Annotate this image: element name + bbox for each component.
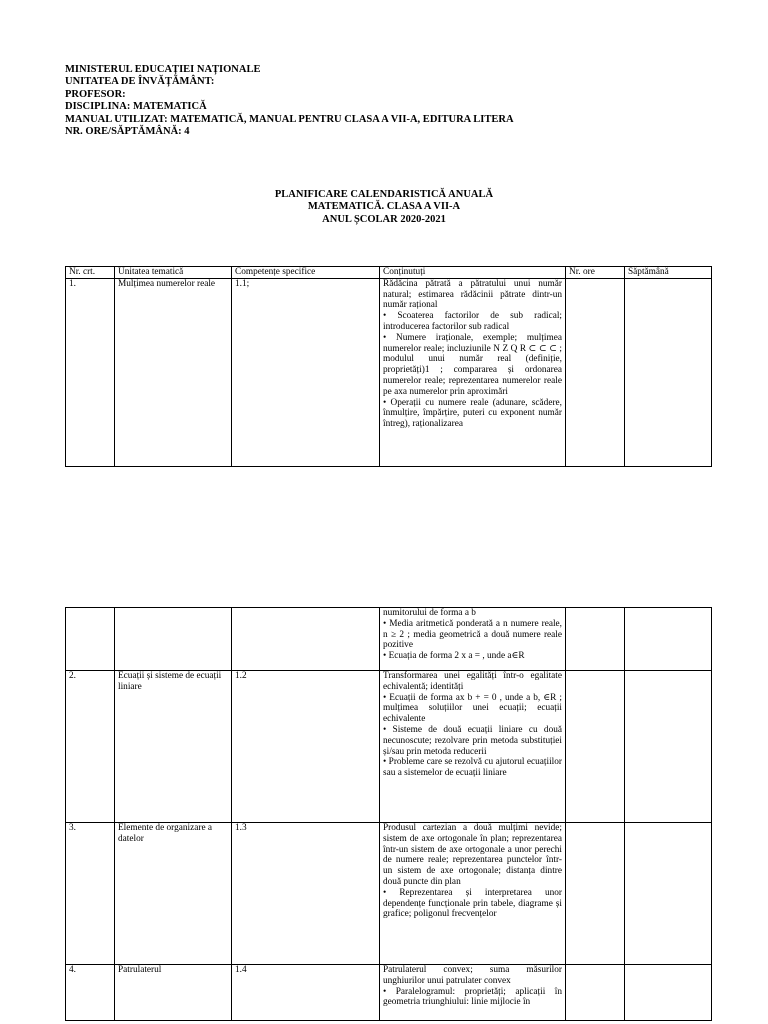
row-unit: Patrulaterul <box>115 965 232 1021</box>
row-contents <box>380 823 566 965</box>
header-competences: Competențe specifice <box>232 267 380 279</box>
content-line: • Paralelogramul: proprietăți; aplicații în geometria triunghiului: linie mijlocie în <box>383 986 562 1008</box>
row-week <box>625 608 712 671</box>
content-line: Rădăcina pătrată a pătratului unui număr natural; estimarea rădăcinii pătrate dintr-un număr rațional <box>383 278 562 311</box>
row-unit: Ecuații și sisteme de ecuații liniare <box>115 671 232 823</box>
row-unit <box>115 608 232 671</box>
row-hours <box>566 965 625 1021</box>
row-contents <box>380 278 566 466</box>
row-week <box>625 965 712 1021</box>
content-line: • Sisteme de două ecuații liniare cu două necunoscute; rezolvare prin metoda substituției și/sau prin metoda reducerii <box>383 724 562 757</box>
header-ministry: MINISTERUL EDUCAȚIEI NAȚIONALE <box>65 64 261 75</box>
content-line: • Ecuații de forma ax b + = 0 , unde a b, ∈R ; mulțimea soluțiilor unei ecuații; ecuații echivalente <box>383 692 562 725</box>
table-row <box>66 823 712 965</box>
row-hours <box>566 608 625 671</box>
row-week <box>625 278 712 466</box>
row-contents <box>380 671 566 823</box>
content-line: • Operații cu numere reale (adunare, scădere, înmulțire, împărțire, puteri cu exponent număr întreg), raționalizarea <box>383 397 562 430</box>
row-hours <box>566 823 625 965</box>
table-header-row <box>66 267 712 279</box>
row-competences: 1.4 <box>232 965 380 1021</box>
header-subject: DISCIPLINA: MATEMATICĂ <box>65 101 207 113</box>
row-contents <box>380 965 566 1021</box>
planning-table-page-2 <box>65 607 712 1021</box>
row-contents <box>380 608 566 671</box>
header-school: UNITATEA DE ÎNVĂȚĂMÂNT: <box>65 76 215 88</box>
header-hours: Nr. ore <box>566 267 625 279</box>
row-week <box>625 823 712 965</box>
header-teacher: PROFESOR: <box>65 88 126 100</box>
content-line: Produsul cartezian a două mulțimi nevide; sistem de axe ortogonale în plan; reprezentarea într-un sistem de axe ortogonale a unor perechi de numere reale; reprezentarea punctelor într-un sistem de axe ortogonale; distanța dintre două puncte din plan <box>383 823 562 887</box>
table-row <box>66 671 712 823</box>
table-row <box>66 608 712 671</box>
content-line: • Media aritmetică ponderată a n numere reale, n ≥ 2 ; media geometrică a două numere reale pozitive <box>383 618 562 651</box>
content-line: • Scoaterea factorilor de sub radical; introducerea factorilor sub radical <box>383 311 562 332</box>
header-textbook: MANUAL UTILIZAT: MATEMATICĂ, MANUAL PENTRU CLASA A VII-A, EDITURA LITERA <box>65 113 514 125</box>
title-line-1: PLANIFICARE CALENDARISTICĂ ANUALĂ <box>274 189 494 200</box>
title-line-3: ANUL ȘCOLAR 2020-2021 <box>322 213 446 225</box>
row-nr: 3. <box>66 823 115 965</box>
table-row <box>66 965 712 1021</box>
row-week <box>625 671 712 823</box>
header-contents: Conținutuți <box>380 267 566 279</box>
document-header <box>65 64 514 138</box>
row-nr <box>66 608 115 671</box>
content-line: Patrulaterul convex; suma măsurilor unghiurilor unui patrulater convex <box>383 965 562 986</box>
content-line: numitorului de forma a b <box>383 608 476 618</box>
row-competences <box>232 608 380 671</box>
content-line: Transformarea unei egalități într-o egalitate echivalentă; identități <box>383 671 562 692</box>
content-line: • Probleme care se rezolvă cu ajutorul ecuațiilor sau a sistemelor de ecuații liniare <box>383 757 562 779</box>
row-nr: 4. <box>66 965 115 1021</box>
header-nr: Nr. crt. <box>66 267 115 279</box>
row-unit: Mulțimea numerelor reale <box>115 278 232 466</box>
row-nr: 2. <box>66 671 115 823</box>
content-line: • Ecuația de forma 2 x a = , unde a∈R <box>383 651 525 662</box>
title-line-2: MATEMATICĂ. CLASA A VII-A <box>307 201 461 213</box>
document-title <box>0 189 768 226</box>
content-line: • Reprezentarea și interpretarea unor dependențe funcționale prin tabele, diagrame și grafice; poligonul frecvențelor <box>383 887 562 920</box>
row-competences: 1.3 <box>232 823 380 965</box>
row-unit: Elemente de organizare a datelor <box>115 823 232 965</box>
row-competences: 1.2 <box>232 671 380 823</box>
header-hours-per-week: NR. ORE/SĂPTĂMÂNĂ: 4 <box>65 126 190 138</box>
table-row <box>66 278 712 466</box>
planning-table-page-1 <box>65 266 712 467</box>
row-hours <box>566 278 625 466</box>
header-week: Săptămână <box>625 267 712 279</box>
header-unit: Unitatea tematică <box>115 267 232 279</box>
row-nr: 1. <box>66 278 115 466</box>
row-competences: 1.1; <box>232 278 380 466</box>
content-line: • Numere iraționale, exemple; mulțimea numerelor reale; incluziunile N Z Q R ⊂ ⊂ ⊂ ; modulul unui număr real (definiție, proprietăți)1 ; compararea și ordonarea numerelor reale; reprezentarea numerelor reale pe axa numerelor prin aproximări <box>383 332 562 397</box>
row-hours <box>566 671 625 823</box>
